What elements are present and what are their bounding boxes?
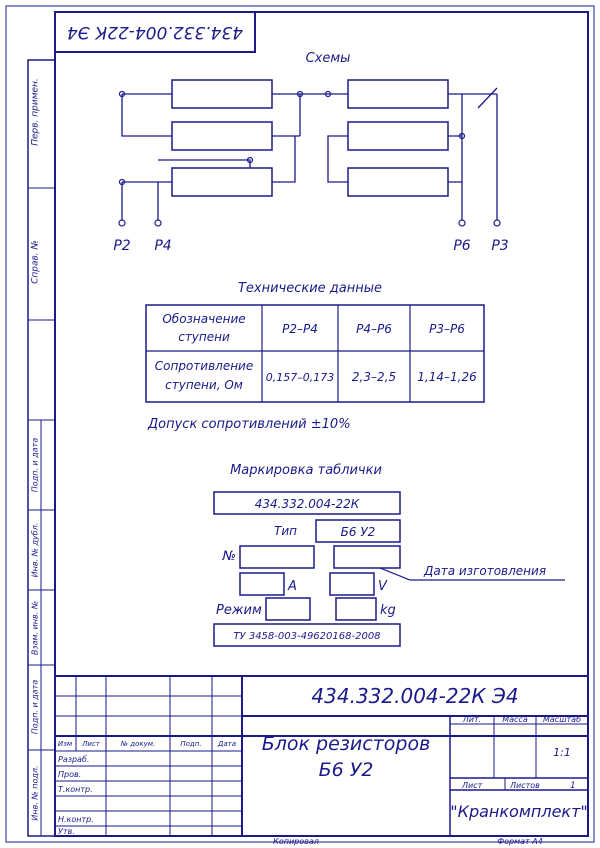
plate-tu: ТУ 3458-003-49620168-2008	[233, 631, 381, 642]
plate-amp-box	[240, 573, 284, 595]
terminal-p3	[494, 220, 500, 226]
side-label-5: Подп. и дата	[30, 679, 40, 735]
resistor-l1	[172, 80, 272, 108]
title-name-line1: Блок резисторов	[261, 733, 431, 755]
resistor-r1	[348, 80, 448, 108]
role-1: Пров.	[58, 770, 82, 779]
plate-volt-box	[330, 573, 374, 595]
tech-row1-header-b: ступени	[178, 330, 230, 344]
schemes-title: Схемы	[305, 51, 351, 66]
col-header-2: № докум.	[120, 740, 156, 748]
plate-mode-label: Режим	[216, 603, 262, 618]
tech-row2-header-b: ступени, Ом	[165, 378, 243, 392]
tech-title: Технические данные	[237, 281, 383, 296]
mass-label: Масса	[502, 715, 528, 724]
role-4: Утв.	[58, 827, 75, 836]
resistor-l2	[172, 122, 272, 150]
sheets-value: 1	[570, 781, 576, 791]
resistor-l3	[172, 168, 272, 196]
resistor-r3	[348, 168, 448, 196]
plate-volt-label: V	[378, 579, 387, 594]
sheets-label: Листов	[510, 781, 540, 790]
tech-col-1: Р4–Р6	[356, 322, 392, 336]
col-header-1: Лист	[82, 740, 100, 748]
plate-date-label: Дата изготовления	[424, 564, 547, 578]
terminal-p2	[119, 220, 125, 226]
tech-data	[146, 281, 484, 432]
plate-kg-label: kg	[380, 603, 396, 618]
tech-val-2: 1,14–1,26	[417, 370, 477, 384]
col-header-3: Подп.	[180, 740, 202, 748]
plate-number-box	[240, 546, 314, 568]
top-stamp	[55, 12, 255, 52]
plate-type-label: Тип	[274, 524, 297, 538]
terminal-p6	[459, 220, 465, 226]
plate-type-value: Б6 У2	[340, 525, 376, 539]
title-block	[55, 676, 588, 836]
top-stamp-code: 434.332.004-22К Э4	[66, 22, 244, 42]
plate-title: Маркировка таблички	[230, 463, 382, 478]
copied-label: Копировал	[273, 837, 319, 846]
terminal-label-p4: Р4	[154, 238, 172, 254]
tech-val-0: 0,157–0,173	[265, 371, 335, 384]
side-label-3: Инв. № дубл.	[30, 522, 40, 578]
plate-mode-box	[266, 598, 310, 620]
tech-row2-header-a: Сопротивление	[154, 359, 254, 373]
format-label: Формат А4	[497, 837, 543, 846]
col-header-0: Изм	[57, 740, 73, 748]
plate-amp-label: А	[288, 579, 297, 594]
terminal-label-p2: Р2	[113, 238, 131, 254]
terminal-label-p3: Р3	[491, 238, 509, 254]
plate-code: 434.332.004-22К	[254, 497, 360, 511]
tolerance-note: Допуск сопротивлений ±10%	[148, 417, 351, 432]
terminal-p4	[155, 220, 161, 226]
side-strip	[28, 60, 55, 836]
tech-row1-header-a: Обозначение	[162, 312, 246, 326]
resistor-r2	[348, 122, 448, 150]
nameplate	[214, 463, 565, 646]
tech-col-0: Р2–Р4	[282, 322, 318, 336]
side-label-2: Подп. и дата	[30, 437, 40, 493]
terminal-label-p6: Р6	[453, 238, 471, 254]
plate-date-box	[334, 546, 400, 568]
plate-number-label: №	[222, 549, 236, 564]
company-name: "Кранкомплект"	[450, 802, 588, 821]
col-header-4: Дата	[217, 740, 237, 748]
role-0: Разраб.	[58, 755, 90, 764]
sheet-label: Лист	[462, 781, 483, 790]
side-label-0: Перв. примен.	[30, 78, 41, 146]
title-name-line2: Б6 У2	[318, 759, 374, 781]
tech-val-1: 2,3–2,5	[351, 370, 397, 384]
role-3: Н.контр.	[58, 815, 94, 824]
plate-kg-box	[336, 598, 376, 620]
title-code: 434.332.004-22К Э4	[311, 684, 519, 708]
side-label-1: Справ. №	[30, 240, 41, 284]
scale-label: Масштаб	[542, 715, 582, 724]
scale-value: 1:1	[553, 746, 571, 759]
side-label-6: Инв. № подл.	[30, 765, 40, 821]
role-2: Т.контр.	[58, 785, 93, 794]
side-label-4: Взам. инв. №	[30, 600, 40, 656]
lit-label: Лит.	[462, 715, 482, 724]
tech-col-2: Р3–Р6	[429, 322, 465, 336]
schematic	[113, 51, 508, 254]
